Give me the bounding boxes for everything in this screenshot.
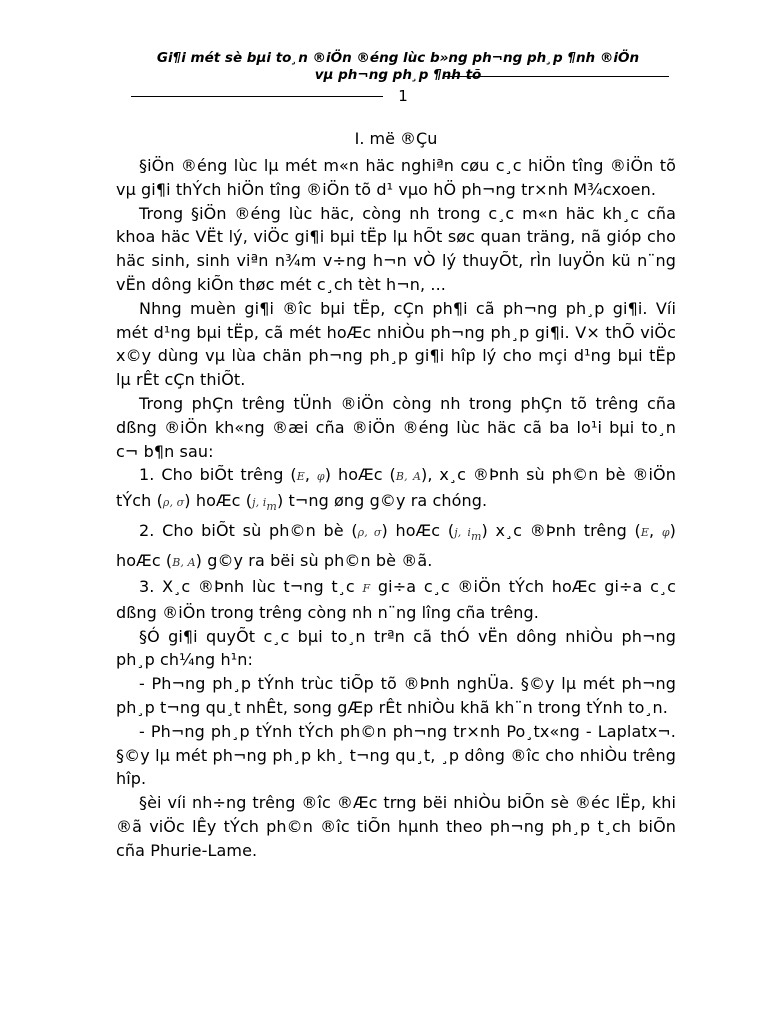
symbol-E: E bbox=[640, 526, 649, 540]
paragraph: - Ph¬ng ph¸p tÝnh tÝch ph©n ph¬ng tr×nh Po¸tx«ng - Laplatx¬. §©y lµ mét ph¬ng ph¸p kh¸ t¬ng qu¸t, ¸p dông ®îc cho nhiÒu trêng hîp. bbox=[116, 721, 676, 789]
page-number: 1 bbox=[398, 87, 408, 105]
paragraph: Nhng muèn gi¶i ®îc bµi tËp, cÇn ph¶i cã ph¬ng ph¸p gi¶i. Víi mét d¹ng bµi tËp, cã mét hoÆc nhiÒu ph¬ng ph¸p gi¶i. V× thÕ viÖc x©y dùng vµ lùa chän ph¬ng ph¸p gi¶i hîp lý cho mçi d¹ng bµi tËp lµ rÊt cÇn thiÕt. bbox=[116, 298, 676, 390]
symbol-B-A: B, A bbox=[395, 470, 421, 484]
symbol-j-im: j, i bbox=[454, 526, 471, 540]
symbol-j-im: j, i bbox=[252, 496, 267, 510]
paragraph: §Ó gi¶i quyÕt c¸c bµi to¸n trªn cã thÓ vËn dông nhiÒu ph¬ng ph¸p ch¼ng h¹n: bbox=[116, 626, 676, 670]
running-header bbox=[118, 50, 678, 84]
symbol-E: E bbox=[296, 470, 305, 484]
symbol-phi: φ bbox=[316, 470, 325, 484]
symbol-B-A: B, A bbox=[172, 556, 196, 570]
symbol-F: F bbox=[362, 581, 371, 595]
symbol-rho-sigma: ρ, σ bbox=[357, 526, 382, 540]
paragraph: §iÖn ®éng lùc lµ mét m«n häc nghiªn cøu c¸c hiÖn tîng ®iÖn tõ vµ gi¶i thÝch hiÖn tîng ®iÖn tõ d¹ vµo hÖ ph¬ng tr×nh M¾cxoen. bbox=[116, 156, 676, 199]
paragraph: - Ph¬ng ph¸p tÝnh trùc tiÕp tõ ®Þnh nghÜa. §©y lµ mét ph¬ng ph¸p t¬ng qu¸t nhÊt, song gÆp rÊt nhiÒu khã kh¨n trong tÝnh to¸n. bbox=[116, 674, 676, 717]
paragraph: Trong phÇn trêng tÜnh ®iÖn còng nh trong phÇn tõ trêng cña dßng ®iÖn kh«ng ®æi cña ®iÖn ®éng lùc häc cã ba lo¹i bµi to¸n c¬ b¶n sau: bbox=[116, 393, 676, 461]
symbol-phi: φ bbox=[661, 526, 670, 540]
list-item-3: 3. X¸c ®Þnh lùc t¬ng t¸c F gi÷a c¸c ®iÖn tÝch hoÆc gi÷a c¸c dßng ®iÖn trong trêng còng nh n¨ng lîng cña trêng. bbox=[116, 576, 676, 622]
symbol-rho-sigma: ρ, σ bbox=[162, 496, 185, 510]
list-item-2: 2. Cho biÕt sù ph©n bè (ρ, σ) hoÆc (j, $i_m$) x¸c ®Þnh trêng (E, φ) hoÆc (B, A) g©y ra bëi sù ph©n bè ®ã. bbox=[116, 521, 676, 571]
header-rule-right bbox=[445, 76, 669, 77]
header-line-2: vµ ph¬ng ph¸p ¶nh tõ bbox=[314, 67, 482, 83]
header-rule-left bbox=[131, 96, 383, 97]
list-item-1: 1. Cho biÕt trêng (E, φ) hoÆc (B, A), x¸c ®Þnh sù ph©n bè ®iÖn tÝch (ρ, σ) hoÆc (j, $i_m$) t¬ng øng g©y ra chóng. bbox=[116, 465, 676, 514]
paragraph: §èi víi nh÷ng trêng ®îc ®Æc trng bëi nhiÒu biÕn sè ®éc lËp, khi ®ã viÖc lÊy tÝch ph©n ®îc tiÕn hµnh theo ph¬ng ph¸p t¸ch biÕn cña Phurie-Lame. bbox=[116, 793, 676, 860]
section-title: I. më ®Çu bbox=[354, 129, 438, 148]
paragraph: Trong §iÖn ®éng lùc häc, còng nh trong c¸c m«n häc kh¸c cña khoa häc VËt lý, viÖc gi¶i bµi tËp lµ hÕt søc quan träng, nã gióp cho häc sinh, sinh viªn n¾m v÷ng h¬n vÒ lý thuyÕt, rÌn luyÖn kü n¨ng vËn dông kiÕn thøc mét c¸ch tèt h¬n, ... bbox=[116, 203, 676, 294]
body-text bbox=[116, 154, 676, 862]
header-line-1: Gi¶i mét sè bµi to¸n ®iÖn ®éng lùc b»ng ph¬ng ph¸p ¶nh ®iÖn bbox=[156, 50, 640, 66]
